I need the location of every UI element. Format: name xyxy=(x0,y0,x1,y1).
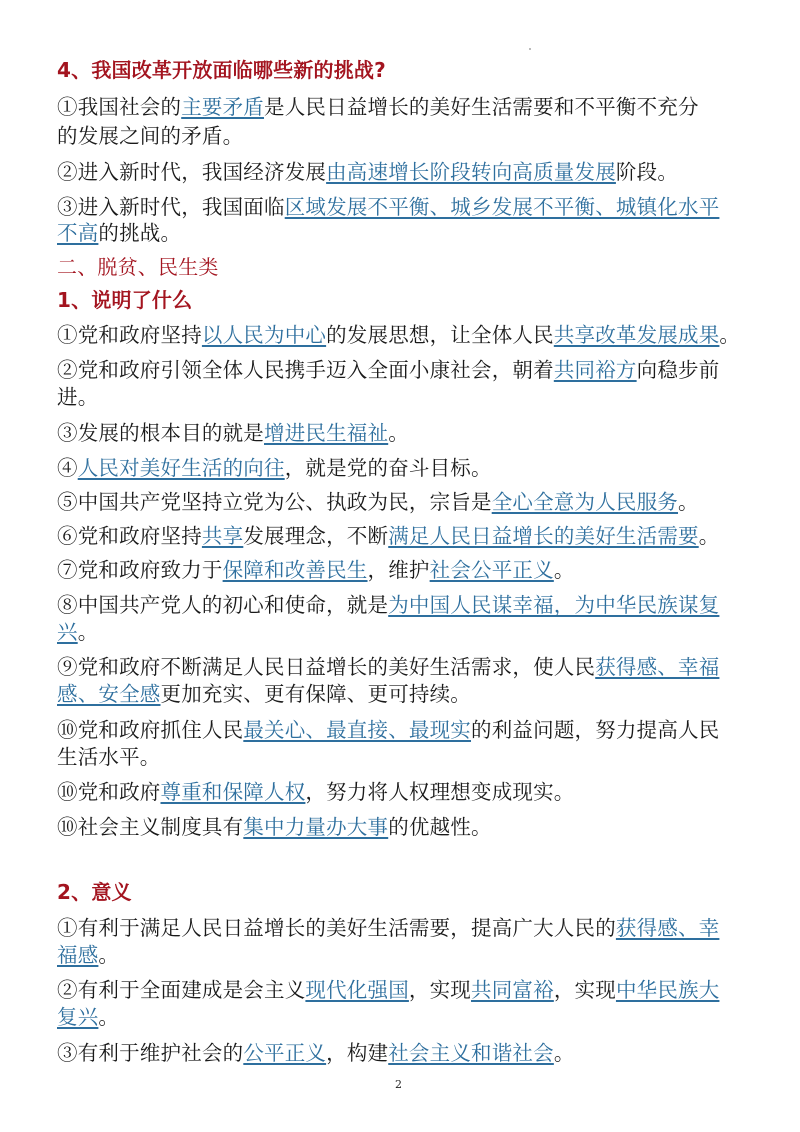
key-phrase: 尊重和保障人权 xyxy=(160,780,306,804)
body-text: 进。 xyxy=(57,385,99,409)
body-text: 。 xyxy=(98,943,120,967)
list-item-line xyxy=(57,322,757,349)
list-item-line xyxy=(57,455,757,482)
key-phrase: 全心全意为人民服务 xyxy=(491,490,679,514)
key-phrase: 现代化强国 xyxy=(305,978,409,1002)
key-phrase: 保障和改善民生 xyxy=(222,558,368,582)
key-phrase: 兴 xyxy=(57,620,78,644)
body-text: ⑩党和政府抓住人民 xyxy=(57,718,244,742)
list-item-line xyxy=(57,779,757,806)
subsection-heading-significance: 2、意义 xyxy=(57,880,132,904)
key-phrase: 主要矛盾 xyxy=(181,95,265,119)
body-text: ④ xyxy=(57,456,78,480)
body-text: ，构建 xyxy=(326,1041,389,1065)
key-phrase: 获得感、幸福 xyxy=(595,655,720,679)
body-text: ，实现 xyxy=(408,978,472,1002)
body-text: 。 xyxy=(698,524,720,548)
list-item-line xyxy=(57,194,757,221)
body-text: 的利益问题，努力提高人民 xyxy=(471,718,720,742)
body-text: 。 xyxy=(77,620,99,644)
body-text: 生活水平。 xyxy=(57,745,161,769)
key-phrase: 为中国人民谋幸福，为中华民族谋复 xyxy=(388,593,720,617)
body-text: ①党和政府坚持 xyxy=(57,323,202,347)
body-text: ②有利于全面建成是会主义 xyxy=(57,978,306,1002)
body-text: ⑦党和政府致力于 xyxy=(57,558,223,582)
key-phrase: 增进民生福祉 xyxy=(264,421,389,445)
body-text: ⑩社会主义制度具有 xyxy=(57,815,244,839)
body-text: 的发展思想，让全体人民 xyxy=(326,323,554,347)
body-text: 。 xyxy=(678,490,699,514)
body-text: 发展理念，不断 xyxy=(243,524,389,548)
body-text: ⑨党和政府不断满足人民日益增长的美好生活需求，使人民 xyxy=(57,655,596,679)
body-text: ，就是党的奋斗目标。 xyxy=(284,456,492,480)
section-heading-reform-challenges: 4、我国改革开放面临哪些新的挑战? xyxy=(57,58,386,82)
list-item-line xyxy=(57,159,757,186)
list-item-line xyxy=(57,977,757,1004)
body-text: 。 xyxy=(719,323,741,347)
body-text: ①有利于满足人民日益增长的美好生活需要，提高广大人民的 xyxy=(57,916,616,940)
key-phrase: 不高 xyxy=(57,221,99,245)
key-phrase: 共同裕方 xyxy=(553,358,637,382)
body-text: 的发展之间的矛盾。 xyxy=(57,124,244,148)
key-phrase: 人民对美好生活的向往 xyxy=(77,456,285,480)
list-item-line xyxy=(57,717,757,744)
list-item-line xyxy=(57,94,757,121)
body-text: ⑥党和政府坚持 xyxy=(57,524,202,548)
key-phrase: 满足人民日益增长的美好生活需要 xyxy=(388,524,699,548)
body-text: ⑧中国共产党人的初心和使命，就是 xyxy=(57,593,389,617)
page-number: 2 xyxy=(395,1078,402,1091)
body-text: 是人民日益增长的美好生活需要和不平衡不充分 xyxy=(264,95,699,119)
body-text: ，努力将人权理想变成现实。 xyxy=(305,780,575,804)
list-item-line xyxy=(57,384,757,411)
list-item-line xyxy=(57,1004,757,1031)
key-phrase: 区域发展不平衡、城乡发展不平衡、城镇化水平 xyxy=(284,195,720,219)
list-item-line xyxy=(57,744,757,771)
list-item-line xyxy=(57,523,757,550)
body-text: ③有利于维护社会的 xyxy=(57,1041,244,1065)
list-item-line xyxy=(57,489,757,516)
key-phrase: 社会公平正义 xyxy=(429,558,554,582)
body-text: 阶段。 xyxy=(615,160,679,184)
key-phrase: 中华民族大 xyxy=(615,978,720,1002)
list-item-line xyxy=(57,654,757,681)
body-text: ，实现 xyxy=(553,978,616,1002)
key-phrase: 共享改革发展成果 xyxy=(553,323,720,347)
body-text: ，维护 xyxy=(367,558,430,582)
body-text: 的挑战。 xyxy=(98,221,182,245)
scan-artifact xyxy=(529,48,531,50)
list-item-line xyxy=(57,357,757,384)
body-text: 。 xyxy=(553,558,575,582)
key-phrase: 公平正义 xyxy=(243,1041,327,1065)
list-item-line xyxy=(57,420,757,447)
subsection-heading-explain: 1、说明了什么 xyxy=(57,288,193,312)
body-text: 向稳步前 xyxy=(636,358,720,382)
body-text: ③进入新时代，我国面临 xyxy=(57,195,285,219)
key-phrase: 感、安全感 xyxy=(57,682,161,706)
list-item-line xyxy=(57,619,757,646)
list-item-line xyxy=(57,681,757,708)
body-text: 。 xyxy=(553,1041,575,1065)
key-phrase: 福感 xyxy=(57,943,99,967)
body-text: ③发展的根本目的就是 xyxy=(57,421,264,445)
list-item-line xyxy=(57,1040,757,1067)
list-item-line xyxy=(57,592,757,619)
list-item-line xyxy=(57,557,757,584)
list-item-line xyxy=(57,915,757,942)
section-heading-livelihood: 二、脱贫、民生类 xyxy=(57,255,219,279)
body-text: 。 xyxy=(98,1005,120,1029)
key-phrase: 以人民为中心 xyxy=(201,323,327,347)
key-phrase: 集中力量办大事 xyxy=(243,815,389,839)
list-item-line xyxy=(57,814,757,841)
body-text: ⑩党和政府 xyxy=(57,780,161,804)
list-item-line xyxy=(57,220,757,247)
key-phrase: 社会主义和谐社会 xyxy=(388,1041,554,1065)
body-text: ②进入新时代，我国经济发展 xyxy=(57,160,327,184)
key-phrase: 共同富裕 xyxy=(471,978,554,1002)
list-item-line xyxy=(57,942,757,969)
body-text: ①我国社会的 xyxy=(57,95,182,119)
key-phrase: 共享 xyxy=(201,524,244,548)
body-text: 的优越性。 xyxy=(388,815,492,839)
key-phrase: 由高速增长阶段转向高质量发展 xyxy=(326,160,616,184)
key-phrase: 最关心、最直接、最现实 xyxy=(243,718,472,742)
list-item-line xyxy=(57,123,757,150)
key-phrase: 获得感、幸 xyxy=(615,916,720,940)
body-text: ⑤中国共产党坚持立党为公、执政为民，宗旨是 xyxy=(57,490,492,514)
body-text: ②党和政府引领全体人民携手迈入全面小康社会，朝着 xyxy=(57,358,554,382)
key-phrase: 复兴 xyxy=(57,1005,99,1029)
body-text: 更加充实、更有保障、更可持续。 xyxy=(160,682,471,706)
body-text: 。 xyxy=(388,421,409,445)
